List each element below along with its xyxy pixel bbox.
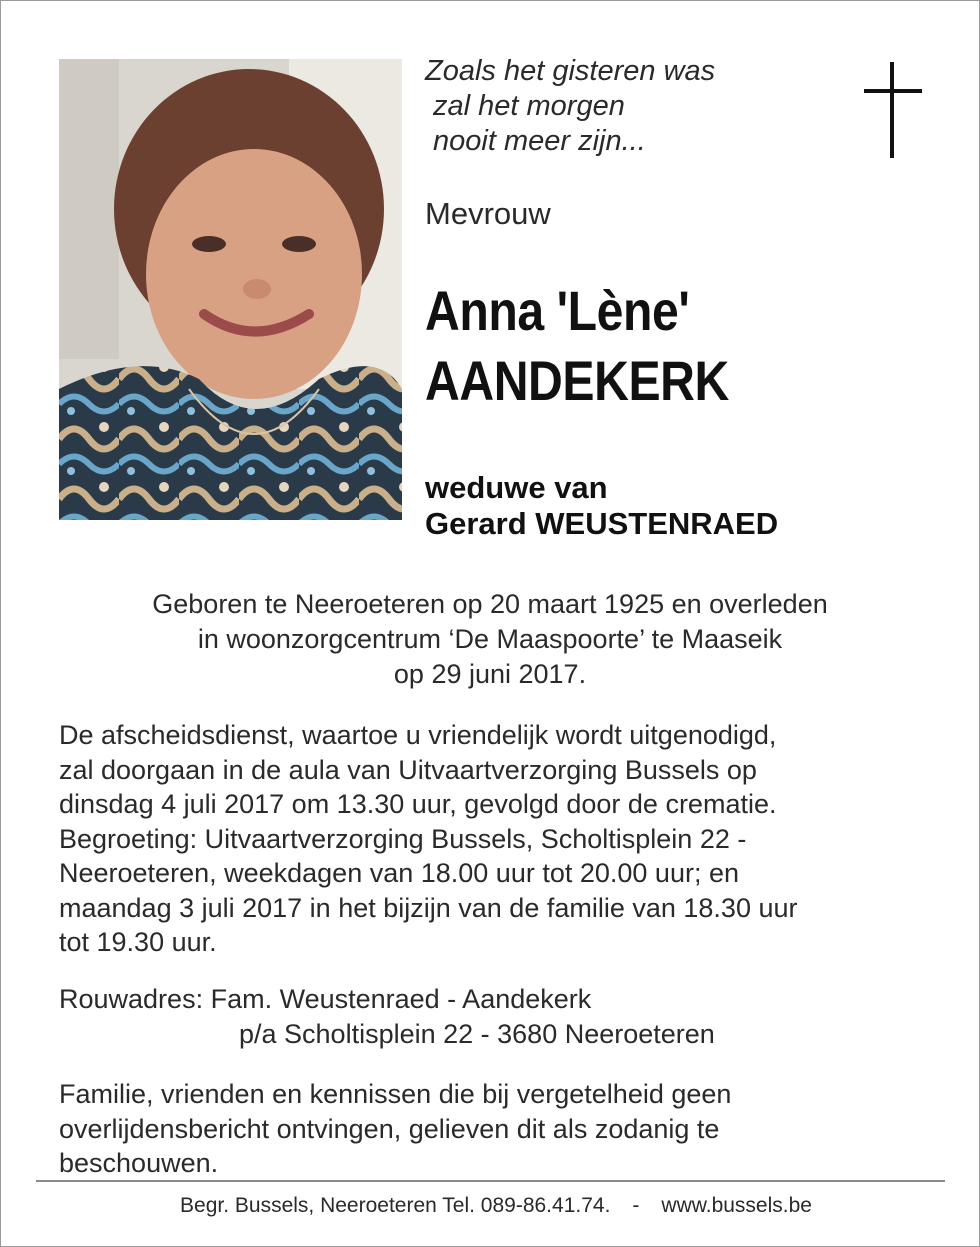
birth-death-line-2: in woonzorgcentrum ‘De Maaspoorte’ te Maaseik <box>197 624 783 654</box>
spouse-name: Gerard WEUSTENRAED <box>425 506 779 541</box>
notice-line-3: beschouwen. <box>59 1148 219 1178</box>
deceased-name <box>425 276 729 416</box>
salutation: Mevrouw <box>425 196 551 231</box>
address-line-1: Rouwadres: Fam. Weustenraed - Aandekerk <box>59 984 592 1014</box>
service-line-2: zal doorgaan in de aula van Uitvaartverzorging Bussels op <box>59 754 757 785</box>
service-line-6: maandag 3 juli 2017 in het bijzijn van de familie van 18.30 uur <box>59 892 798 923</box>
footer-company: Begr. Bussels, Neeroeteren Tel. 089-86.41.74. <box>180 1194 611 1217</box>
widow-label: weduwe van <box>425 470 608 505</box>
service-line-4: Begroeting: Uitvaartverzorging Bussels, Scholtisplein 22 - <box>59 823 747 854</box>
footer-website-link[interactable]: www.bussels.be <box>661 1194 812 1217</box>
widow-of <box>425 470 778 542</box>
birth-death-line-1: Geboren te Neeroeteren op 20 maart 1925 en overleden <box>152 589 828 619</box>
deceased-first-name: Anna 'Lène' <box>425 279 690 342</box>
service-line-7: tot 19.30 uur. <box>59 927 217 957</box>
birth-death-line-3: op 29 juni 2017. <box>393 659 587 689</box>
portrait-photo <box>59 59 402 520</box>
poem-line-3: nooit meer zijn... <box>433 125 646 157</box>
footer-separator: - <box>632 1194 640 1217</box>
mourning-address <box>59 982 939 1051</box>
footer <box>0 1194 980 1218</box>
poem-line-2: zal het morgen <box>433 90 625 122</box>
birth-death-info <box>0 587 980 692</box>
address-line-2: p/a Scholtisplein 22 - 3680 Neeroeteren <box>239 1018 715 1049</box>
notice <box>59 1077 939 1181</box>
cross-icon <box>864 62 922 158</box>
service-line-3: dinsdag 4 juli 2017 om 13.30 uur, gevolgd door de crematie. <box>59 789 777 819</box>
deceased-last-name: AANDEKERK <box>425 349 729 412</box>
notice-line-2: overlijdensbericht ontvingen, gelieven dit als zodanig te <box>59 1113 720 1144</box>
service-details <box>59 718 939 960</box>
footer-divider <box>36 1180 945 1182</box>
service-line-5: Neeroeteren, weekdagen van 18.00 uur tot 20.00 uur; en <box>59 858 739 888</box>
notice-line-1: Familie, vrienden en kennissen die bij vergetelheid geen <box>59 1079 732 1109</box>
poem-line-1: Zoals het gisteren was <box>425 55 716 87</box>
poem <box>425 54 715 159</box>
service-line-1: De afscheidsdienst, waartoe u vriendelijk wordt uitgenodigd, <box>59 720 777 750</box>
